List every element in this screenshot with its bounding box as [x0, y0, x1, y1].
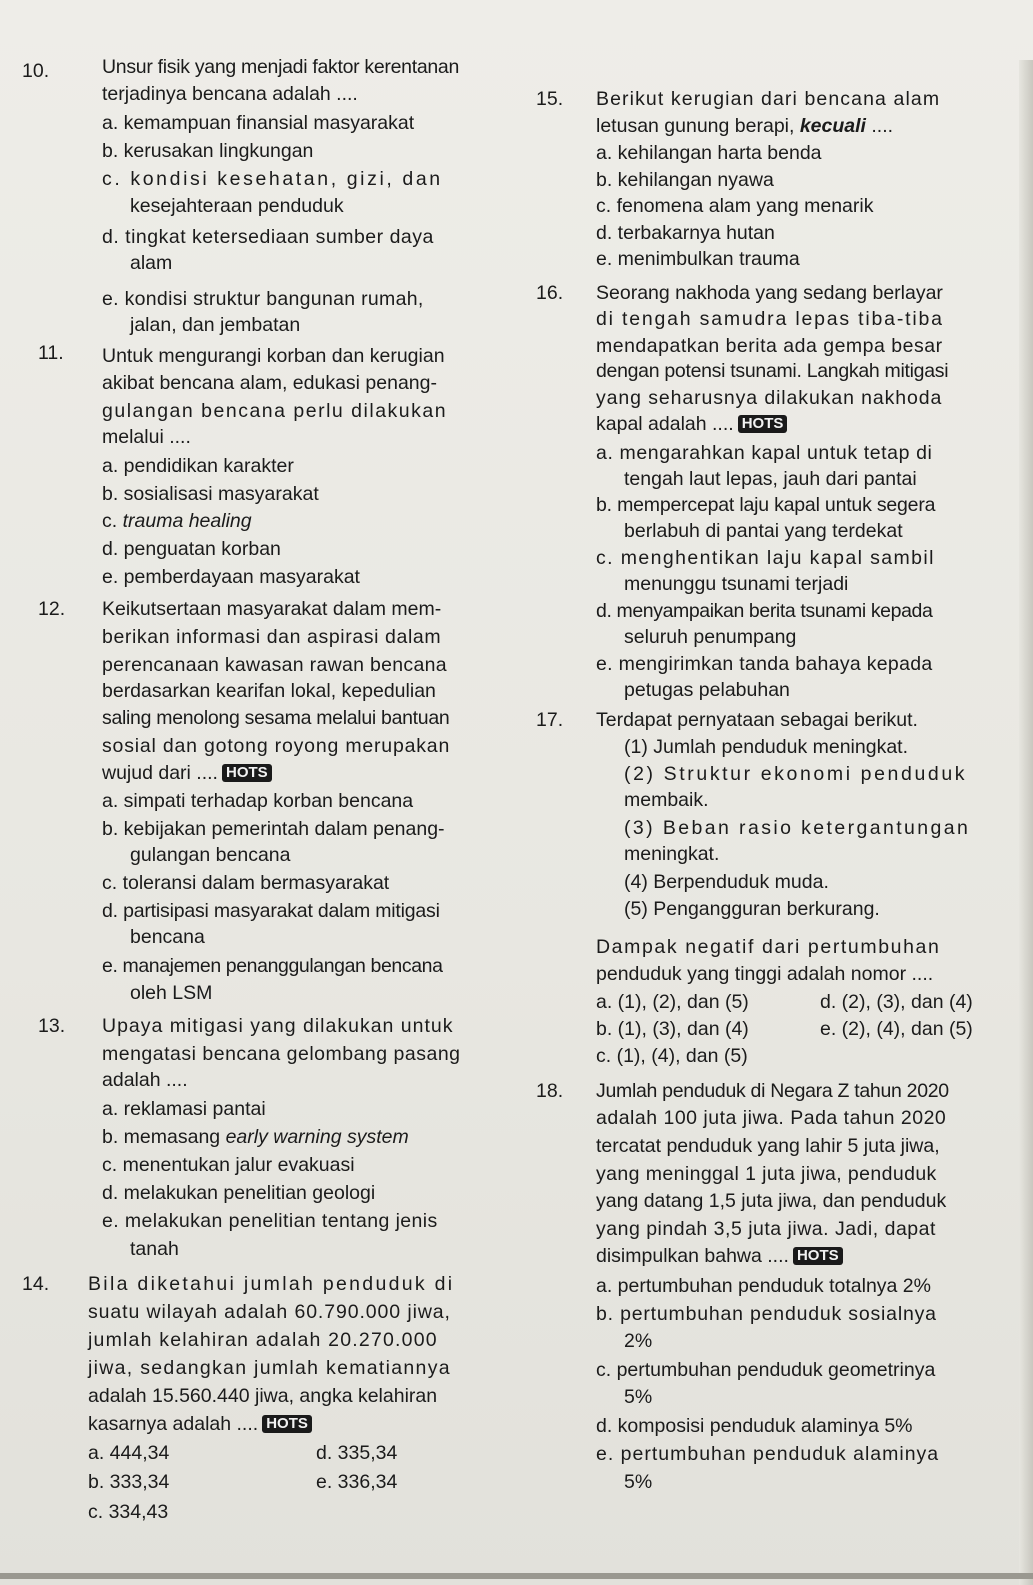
stem-text: wujud dari ....: [102, 762, 218, 784]
question-number: 10.: [22, 60, 50, 82]
hots-badge: HOTS: [262, 1415, 312, 1433]
question-number: 17.: [536, 709, 564, 731]
option: a. reklamasi pantai: [102, 1098, 266, 1120]
option: b. kehilangan nyawa: [596, 169, 774, 191]
option: c. menghentikan laju kapal sambil: [596, 547, 935, 569]
option: c. toleransi dalam bermasyarakat: [102, 872, 390, 894]
question-number: 13.: [38, 1015, 66, 1037]
stem-text: kapal adalah ....: [596, 413, 734, 435]
question-stem: gulangan bencana perlu dilakukan: [102, 400, 448, 422]
option: b. kerusakan lingkungan: [102, 140, 314, 162]
page-bottom-border: [0, 1573, 1033, 1579]
option: e. (2), (4), dan (5): [820, 1018, 973, 1040]
option: b. memasang early warning system: [102, 1126, 409, 1148]
hots-badge: HOTS: [738, 415, 788, 433]
statement: membaik.: [624, 789, 709, 811]
option: b. sosialisasi masyarakat: [102, 483, 319, 505]
option: d. 335,34: [316, 1442, 398, 1464]
option: b. kebijakan pemerintah dalam penang-: [102, 818, 445, 840]
question-stem: adalah 15.560.440 jiwa, angka kelahiran: [88, 1385, 438, 1407]
option: menunggu tsunami terjadi: [624, 573, 849, 595]
option-italic: early warning system: [225, 1126, 409, 1148]
question-stem: Berikut kerugian dari bencana alam: [596, 88, 941, 110]
hots-badge: HOTS: [793, 1247, 843, 1265]
option: e. kondisi struktur bangunan rumah,: [102, 288, 424, 310]
option: a. 444,34: [88, 1442, 170, 1464]
option: d. penguatan korban: [102, 538, 281, 560]
option: c. pertumbuhan penduduk geometrinya: [596, 1359, 936, 1381]
question-stem: letusan gunung berapi, kecuali ....: [596, 115, 894, 137]
option: a. kemampuan finansial masyarakat: [102, 112, 415, 134]
question-stem: [596, 411, 787, 437]
option: d. (2), (3), dan (4): [820, 991, 973, 1013]
option: gulangan bencana: [130, 844, 291, 866]
question-stem: penduduk yang tinggi adalah nomor ....: [596, 963, 934, 985]
question-stem: Unsur fisik yang menjadi faktor kerentanan: [102, 56, 460, 78]
option: tengah laut lepas, jauh dari pantai: [624, 468, 917, 490]
option-italic: trauma healing: [122, 510, 252, 532]
option: e. pertumbuhan penduduk alaminya: [596, 1443, 940, 1465]
statement: (2) Struktur ekonomi penduduk: [624, 763, 968, 785]
question-stem: sosial dan gotong royong merupakan: [102, 735, 451, 757]
question-stem: berdasarkan kearifan lokal, kepedulian: [102, 680, 436, 702]
question-stem: saling menolong sesama melalui bantuan: [102, 707, 450, 729]
option: c. 334,43: [88, 1501, 169, 1523]
statement: meningkat.: [624, 843, 720, 865]
stem-text: disimpulkan bahwa ....: [596, 1245, 789, 1267]
question-stem: akibat bencana alam, edukasi penang-: [102, 372, 437, 394]
question-stem: Keikutsertaan masyarakat dalam mem-: [102, 598, 442, 620]
question-stem: adalah 100 juta jiwa. Pada tahun 2020: [596, 1107, 947, 1129]
option: d. menyampaikan berita tsunami kepada: [596, 600, 933, 622]
question-stem: jiwa, sedangkan jumlah kematiannya: [88, 1357, 451, 1379]
option: a. kehilangan harta benda: [596, 142, 822, 164]
question-stem: Dampak negatif dari pertumbuhan: [596, 936, 941, 958]
page-edge-shadow: [1019, 60, 1033, 1585]
option: c. menentukan jalur evakuasi: [102, 1154, 355, 1176]
question-stem: [88, 1411, 312, 1437]
option: a. simpati terhadap korban bencana: [102, 790, 414, 812]
option: c. (1), (4), dan (5): [596, 1045, 748, 1067]
question-stem: [596, 1243, 843, 1269]
option: a. (1), (2), dan (5): [596, 991, 749, 1013]
option: seluruh penumpang: [624, 626, 797, 648]
keyword-kecuali: kecuali: [799, 115, 866, 137]
question-stem: mendapatkan berita ada gempa besar: [596, 335, 943, 357]
option: a. mengarahkan kapal untuk tetap di: [596, 442, 933, 464]
question-stem: jumlah kelahiran adalah 20.270.000: [88, 1329, 438, 1351]
question-stem: yang meninggal 1 juta jiwa, penduduk: [596, 1163, 937, 1185]
stem-text: kasarnya adalah ....: [88, 1413, 259, 1435]
statement: (3) Beban rasio ketergantungan: [624, 817, 971, 839]
question-stem: di tengah samudra lepas tiba-tiba: [596, 308, 944, 330]
option: kesejahteraan penduduk: [130, 195, 344, 217]
question-stem: yang datang 1,5 juta jiwa, dan penduduk: [596, 1190, 947, 1212]
question-number: 18.: [536, 1080, 564, 1102]
statement: (1) Jumlah penduduk meningkat.: [624, 736, 908, 758]
question-stem: terjadinya bencana adalah ....: [102, 83, 358, 105]
question-stem: berikan informasi dan aspirasi dalam: [102, 626, 442, 648]
question-number: 14.: [22, 1273, 50, 1295]
question-stem: yang pindah 3,5 juta jiwa. Jadi, dapat: [596, 1218, 936, 1240]
question-stem: tercatat penduduk yang lahir 5 juta jiwa,: [596, 1135, 940, 1157]
option: a. pendidikan karakter: [102, 455, 294, 477]
option: e. mengirimkan tanda bahaya kepada: [596, 653, 933, 675]
option: e. manajemen penanggulangan bencana: [102, 955, 443, 977]
option: tanah: [130, 1238, 179, 1260]
question-stem: Terdapat pernyataan sebagai berikut.: [596, 709, 918, 731]
question-stem: Upaya mitigasi yang dilakukan untuk: [102, 1015, 454, 1037]
question-stem: adalah ....: [102, 1069, 188, 1091]
option: b. 333,34: [88, 1471, 170, 1493]
option: bencana: [130, 926, 205, 948]
statement: (4) Berpenduduk muda.: [624, 871, 829, 893]
option: 5%: [624, 1386, 653, 1408]
option: jalan, dan jembatan: [130, 314, 301, 336]
option: c. trauma healing: [102, 510, 252, 532]
question-stem: Jumlah penduduk di Negara Z tahun 2020: [596, 1080, 949, 1102]
question-stem: perencanaan kawasan rawan bencana: [102, 654, 447, 676]
option: e. pemberdayaan masyarakat: [102, 566, 360, 588]
question-number: 11.: [38, 342, 64, 364]
option: alam: [130, 252, 173, 274]
option: d. komposisi penduduk alaminya 5%: [596, 1415, 913, 1437]
option: 5%: [624, 1471, 653, 1493]
question-number: 15.: [536, 88, 564, 110]
question-number: 12.: [38, 598, 66, 620]
question-stem: melalui ....: [102, 426, 191, 448]
option: e. 336,34: [316, 1471, 398, 1493]
question-number: 16.: [536, 282, 564, 304]
option: b. (1), (3), dan (4): [596, 1018, 749, 1040]
option: d. terbakarnya hutan: [596, 222, 775, 244]
option: e. menimbulkan trauma: [596, 248, 800, 270]
hots-badge: HOTS: [222, 764, 272, 782]
question-stem: dengan potensi tsunami. Langkah mitigasi: [596, 360, 949, 382]
option: c. fenomena alam yang menarik: [596, 195, 874, 217]
option: petugas pelabuhan: [624, 679, 790, 701]
question-stem: Seorang nakhoda yang sedang berlayar: [596, 282, 943, 304]
option: e. melakukan penelitian tentang jenis: [102, 1210, 438, 1232]
option: a. pertumbuhan penduduk totalnya 2%: [596, 1275, 931, 1297]
statement: (5) Pengangguran berkurang.: [624, 898, 880, 920]
option: c. kondisi kesehatan, gizi, dan: [102, 168, 443, 190]
option: d. partisipasi masyarakat dalam mitigasi: [102, 900, 440, 922]
option: oleh LSM: [130, 982, 213, 1004]
option: d. melakukan penelitian geologi: [102, 1182, 376, 1204]
option: b. mempercepat laju kapal untuk segera: [596, 494, 936, 516]
option: berlabuh di pantai yang terdekat: [624, 520, 903, 542]
question-stem: Bila diketahui jumlah penduduk di: [88, 1273, 455, 1295]
question-stem: [102, 760, 272, 786]
question-stem: Untuk mengurangi korban dan kerugian: [102, 345, 445, 367]
option: d. tingkat ketersediaan sumber daya: [102, 226, 434, 248]
question-stem: mengatasi bencana gelombang pasang: [102, 1043, 461, 1065]
option: 2%: [624, 1330, 653, 1352]
question-stem: suatu wilayah adalah 60.790.000 jiwa,: [88, 1301, 451, 1323]
question-stem: yang seharusnya dilakukan nakhoda: [596, 387, 943, 409]
option: b. pertumbuhan penduduk sosialnya: [596, 1303, 937, 1325]
